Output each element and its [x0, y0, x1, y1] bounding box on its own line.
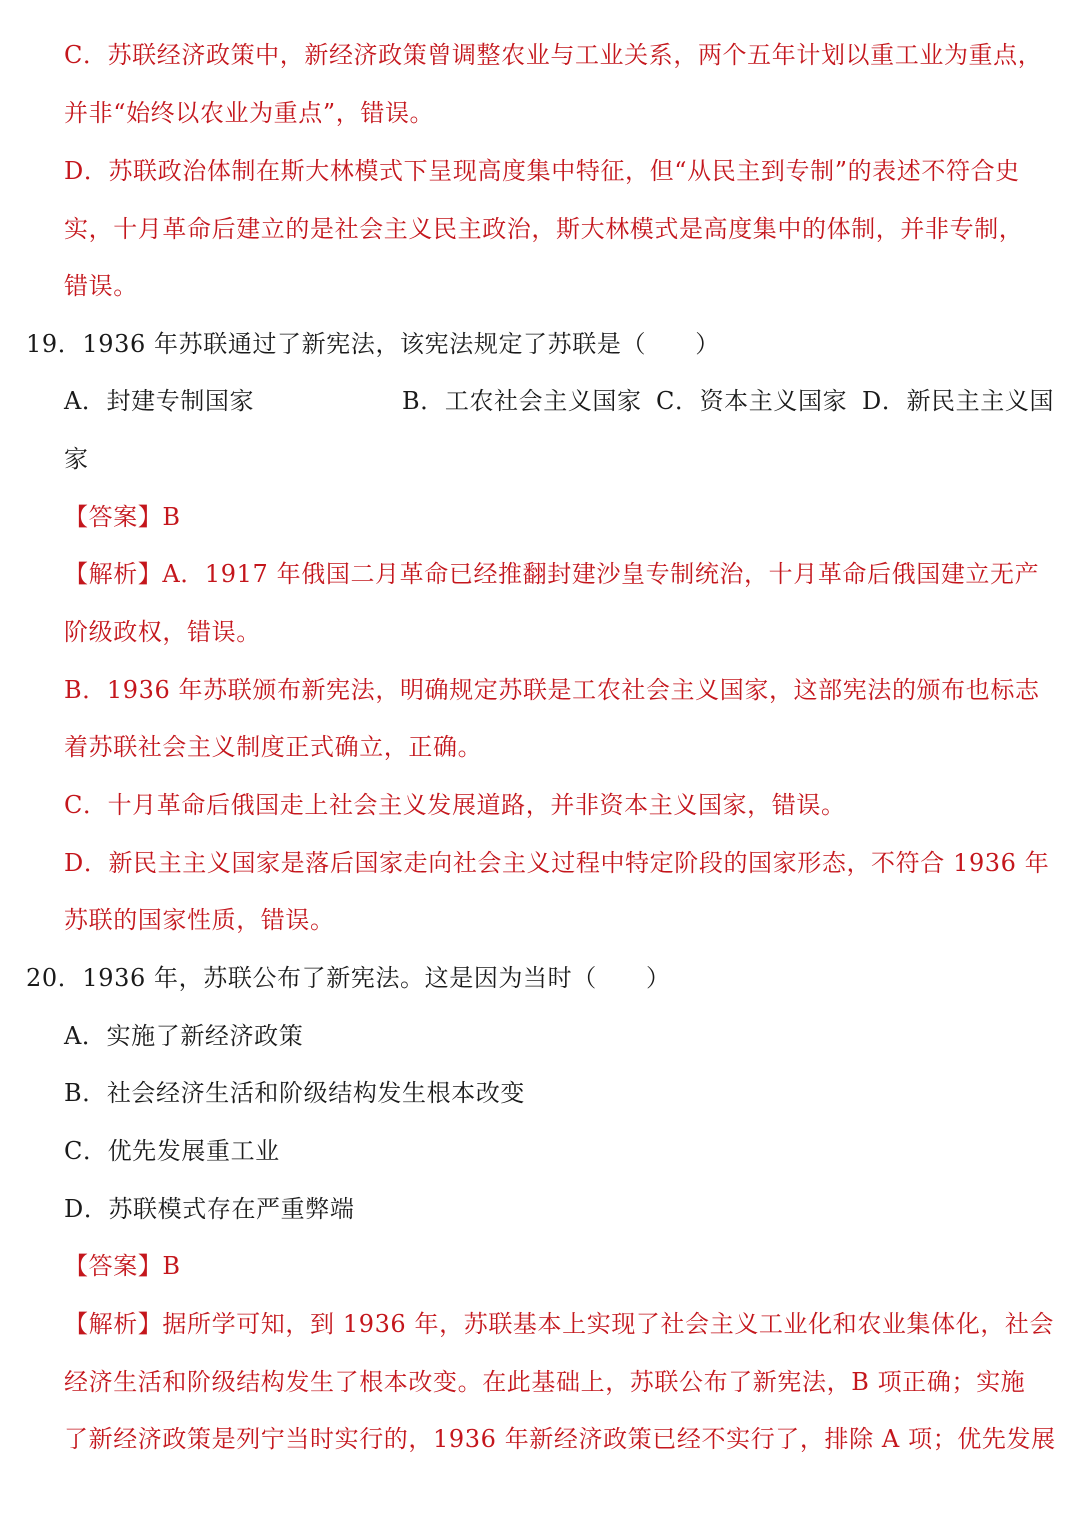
q18-analysis-d-line1: D．苏联政治体制在斯大林模式下呈现高度集中特征，但“从民主到专制”的表述不符合史 — [64, 157, 1020, 185]
q19-option-a: A．封建专制国家 — [64, 387, 255, 415]
q19-answer: 【答案】B — [64, 503, 181, 531]
q19-analysis-c-line1: C．十月革命后俄国走上社会主义发展道路，并非资本主义国家，错误。 — [64, 791, 846, 819]
q19-analysis-d-line1: D．新民主主义国家是落后国家走向社会主义过程中特定阶段的国家形态，不符合 1936 年 — [64, 849, 1050, 877]
q19-analysis-a-line2: 阶级政权，错误。 — [64, 618, 261, 646]
q20-answer: 【答案】B — [64, 1252, 181, 1280]
q18-analysis-c-line2: 并非“始终以农业为重点”，错误。 — [64, 99, 435, 127]
q18-analysis-c-line1: C．苏联经济政策中，新经济政策曾调整农业与工业关系，两个五年计划以重工业为重点， — [64, 41, 1043, 69]
q19-option-c: C．资本主义国家 — [656, 387, 848, 415]
q20-option-a: A．实施了新经济政策 — [64, 1022, 304, 1050]
q19-option-b: B．工农社会主义国家 — [402, 387, 642, 415]
q19-analysis-b-line2: 着苏联社会主义制度正式确立，正确。 — [64, 733, 483, 761]
q19-analysis-a-line1: 【解析】A．1917 年俄国二月革命已经推翻封建沙皇专制统治，十月革命后俄国建立无产 — [64, 560, 1040, 588]
q19-stem: 19．1936 年苏联通过了新宪法，该宪法规定了苏联是（ ） — [26, 330, 720, 358]
q19-analysis-b-line1: B．1936 年苏联颁布新宪法，明确规定苏联是工农社会主义国家，这部宪法的颁布也标志 — [64, 676, 1040, 704]
q20-stem: 20．1936 年，苏联公布了新宪法。这是因为当时（ ） — [26, 964, 671, 992]
q20-option-b: B．社会经济生活和阶级结构发生根本改变 — [64, 1079, 526, 1107]
q20-analysis-line1: 【解析】据所学可知，到 1936 年，苏联基本上实现了社会主义工业化和农业集体化，社会 — [64, 1310, 1055, 1338]
q18-analysis-d-line3: 错误。 — [64, 272, 138, 300]
q20-analysis-line3: 了新经济政策是列宁当时实行的，1936 年新经济政策已经不实行了，排除 A 项；优先发展 — [64, 1425, 1056, 1453]
q20-analysis-line2: 经济生活和阶级结构发生了根本改变。在此基础上，苏联公布了新宪法，B 项正确；实施 — [64, 1368, 1026, 1396]
q20-option-d: D．苏联模式存在严重弊端 — [64, 1195, 355, 1223]
q19-option-d-wrap: 家 — [64, 445, 89, 473]
q18-analysis-d-line2: 实，十月革命后建立的是社会主义民主政治，斯大林模式是高度集中的体制，并非专制， — [64, 215, 1024, 243]
q19-option-d: D．新民主主义国 — [862, 387, 1055, 415]
q20-option-c: C．优先发展重工业 — [64, 1137, 280, 1165]
q19-analysis-d-line2: 苏联的国家性质，错误。 — [64, 906, 335, 934]
